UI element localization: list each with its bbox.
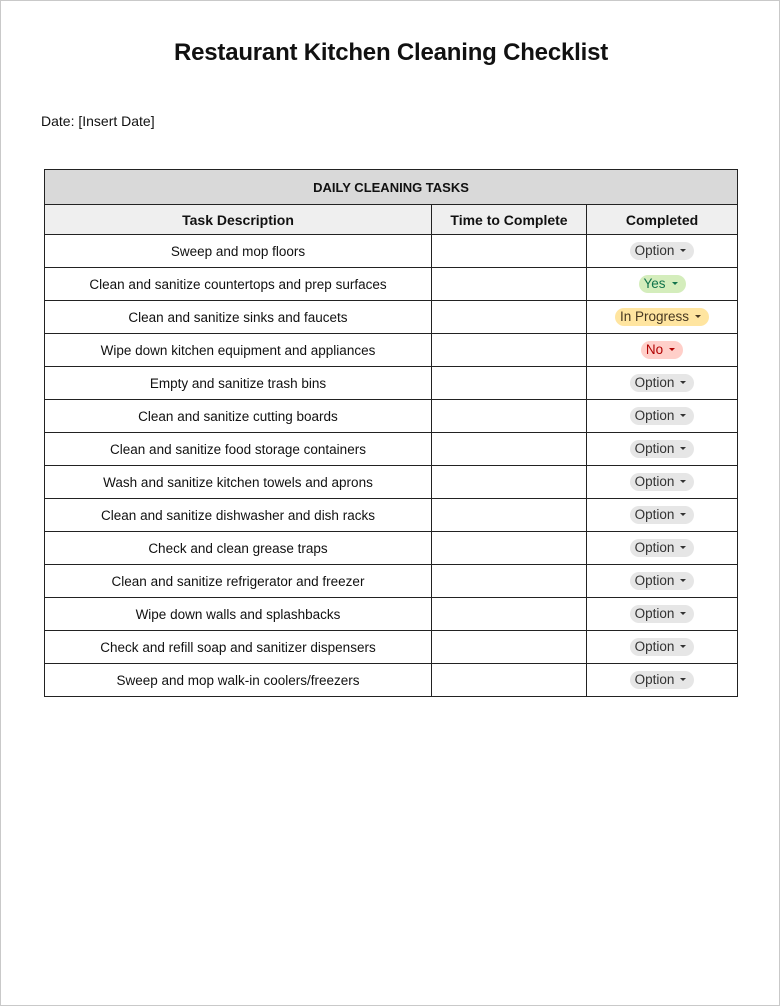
time-to-complete-cell[interactable] [432, 598, 587, 631]
status-dropdown-label: Option [634, 672, 675, 687]
status-dropdown-label: Option [634, 540, 675, 555]
dropdown-arrow-icon [680, 612, 686, 615]
task-description-cell[interactable]: Sweep and mop floors [45, 235, 432, 268]
task-description-cell[interactable]: Clean and sanitize refrigerator and freezer [45, 565, 432, 598]
status-dropdown-label: In Progress [620, 309, 690, 324]
status-dropdown-label: Option [634, 243, 675, 258]
column-header-time: Time to Complete [432, 205, 587, 235]
status-dropdown[interactable] [630, 605, 695, 623]
status-dropdown[interactable] [630, 242, 695, 260]
dropdown-arrow-icon [680, 447, 686, 450]
status-dropdown-label: Option [634, 441, 675, 456]
time-to-complete-cell[interactable] [432, 334, 587, 367]
time-to-complete-cell[interactable] [432, 367, 587, 400]
task-description-cell[interactable]: Clean and sanitize countertops and prep surfaces [45, 268, 432, 301]
time-to-complete-cell[interactable] [432, 499, 587, 532]
task-description-cell[interactable]: Empty and sanitize trash bins [45, 367, 432, 400]
table-row [45, 532, 738, 565]
status-dropdown-label: Option [634, 474, 675, 489]
task-description-cell[interactable]: Clean and sanitize dishwasher and dish racks [45, 499, 432, 532]
table-row [45, 466, 738, 499]
task-description-cell[interactable]: Check and clean grease traps [45, 532, 432, 565]
status-dropdown[interactable] [630, 374, 695, 392]
task-description-cell[interactable]: Clean and sanitize food storage containers [45, 433, 432, 466]
time-to-complete-cell[interactable] [432, 268, 587, 301]
time-to-complete-cell[interactable] [432, 301, 587, 334]
completed-cell [587, 301, 738, 334]
completed-cell [587, 532, 738, 565]
table-row [45, 301, 738, 334]
dropdown-arrow-icon [680, 249, 686, 252]
status-dropdown-label: Yes [643, 276, 666, 291]
dropdown-arrow-icon [680, 546, 686, 549]
time-to-complete-cell[interactable] [432, 235, 587, 268]
dropdown-arrow-icon [680, 645, 686, 648]
column-header-completed: Completed [587, 205, 738, 235]
page-title: Restaurant Kitchen Cleaning Checklist [173, 39, 609, 66]
table-row [45, 631, 738, 664]
time-to-complete-cell[interactable] [432, 565, 587, 598]
status-dropdown-label: Option [634, 606, 675, 621]
task-description-cell[interactable]: Wipe down walls and splashbacks [45, 598, 432, 631]
table-row [45, 268, 738, 301]
task-description-cell[interactable]: Sweep and mop walk-in coolers/freezers [45, 664, 432, 697]
table-row [45, 565, 738, 598]
table-row [45, 235, 738, 268]
status-dropdown[interactable] [630, 638, 695, 656]
completed-cell [587, 598, 738, 631]
time-to-complete-cell[interactable] [432, 631, 587, 664]
completed-cell [587, 367, 738, 400]
time-to-complete-cell[interactable] [432, 433, 587, 466]
table-row [45, 334, 738, 367]
task-description-cell[interactable]: Clean and sanitize sinks and faucets [45, 301, 432, 334]
completed-cell [587, 565, 738, 598]
completed-cell [587, 466, 738, 499]
dropdown-arrow-icon [680, 381, 686, 384]
status-dropdown-label: Option [634, 375, 675, 390]
time-to-complete-cell[interactable] [432, 664, 587, 697]
status-dropdown[interactable] [630, 407, 695, 425]
cleaning-tasks-table [44, 169, 738, 697]
completed-cell [587, 433, 738, 466]
status-dropdown[interactable] [630, 473, 695, 491]
completed-cell [587, 400, 738, 433]
table-row [45, 499, 738, 532]
table-row [45, 433, 738, 466]
section-header: DAILY CLEANING TASKS [45, 170, 738, 205]
status-dropdown[interactable] [630, 539, 695, 557]
completed-cell [587, 334, 738, 367]
status-dropdown-label: Option [634, 507, 675, 522]
status-dropdown-label: Option [634, 408, 675, 423]
table-row [45, 367, 738, 400]
column-header-task: Task Description [45, 205, 432, 235]
table-row [45, 598, 738, 631]
status-dropdown[interactable] [639, 275, 686, 293]
status-dropdown-label: Option [634, 639, 675, 654]
dropdown-arrow-icon [669, 348, 675, 351]
dropdown-arrow-icon [680, 678, 686, 681]
status-dropdown[interactable] [630, 572, 695, 590]
date-line[interactable]: Date: [Insert Date] [41, 113, 155, 129]
completed-cell [587, 664, 738, 697]
table-row [45, 400, 738, 433]
table-row [45, 664, 738, 697]
status-dropdown[interactable] [630, 506, 695, 524]
status-dropdown[interactable] [641, 341, 683, 359]
completed-cell [587, 631, 738, 664]
status-dropdown-label: Option [634, 573, 675, 588]
task-description-cell[interactable]: Clean and sanitize cutting boards [45, 400, 432, 433]
dropdown-arrow-icon [695, 315, 701, 318]
task-description-cell[interactable]: Wash and sanitize kitchen towels and aprons [45, 466, 432, 499]
status-dropdown-label: No [645, 342, 664, 357]
dropdown-arrow-icon [680, 513, 686, 516]
status-dropdown[interactable] [630, 671, 695, 689]
dropdown-arrow-icon [680, 414, 686, 417]
dropdown-arrow-icon [672, 282, 678, 285]
dropdown-arrow-icon [680, 579, 686, 582]
completed-cell [587, 235, 738, 268]
time-to-complete-cell[interactable] [432, 466, 587, 499]
time-to-complete-cell[interactable] [432, 532, 587, 565]
time-to-complete-cell[interactable] [432, 400, 587, 433]
status-dropdown[interactable] [615, 308, 709, 326]
task-description-cell[interactable]: Check and refill soap and sanitizer dispensers [45, 631, 432, 664]
completed-cell [587, 268, 738, 301]
dropdown-arrow-icon [680, 480, 686, 483]
task-description-cell[interactable]: Wipe down kitchen equipment and appliances [45, 334, 432, 367]
task-rows [45, 235, 738, 697]
completed-cell [587, 499, 738, 532]
status-dropdown[interactable] [630, 440, 695, 458]
